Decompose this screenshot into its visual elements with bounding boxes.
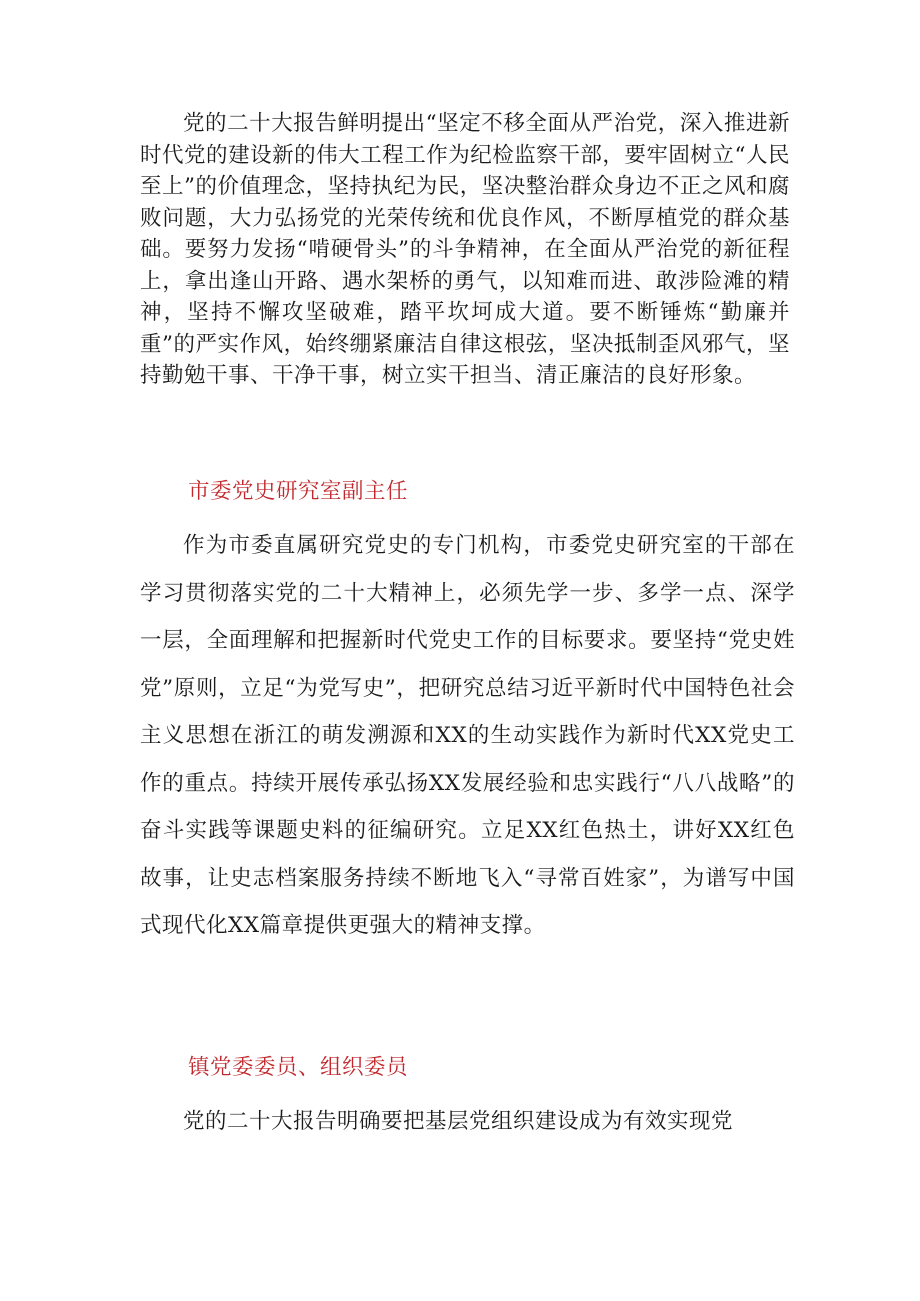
intro-paragraph: 党的二十大报告鲜明提出“坚定不移全面从严治党，深入推进新时代党的建设新的伟大工程工作为纪检监察干部，要牢固树立“人民至上”的价值理念，坚持执纪为民，坚决整治群众身边不正之风和腐败问题，大力弘扬党的光荣传统和优良作风，不断厚植党的群众基础。要努力发扬“啃硬骨头”的斗争精神，在全面从严治党的新征程上，拿出逢山开路、遇水架桥的勇气，以知难而进、敢涉险滩的精神，坚持不懈攻坚破难，踏平坎坷成大道。要不断锤炼“勤廉并重”的严实作风，始终绷紧廉洁自律这根弦，坚决抵制歪风邪气，坚持勤勉干事、干净干事，树立实干担当、清正廉洁的良好形象。 xyxy=(140,111,790,388)
party-history-paragraph: 作为市委直属研究党史的专门机构，市委党史研究室的干部在学习贯彻落实党的二十大精神上，必须先学一步、多学一点、深学一层，全面理解和把握新时代党史工作的目标要求。要坚持“党史姓党”原则，立足“为党写史”，把研究总结习近平新时代中国特色社会主义思想在浙江的萌发溯源和XX的生动实践作为新时代XX党史工作的重点。持续开展传承弘扬XX发展经验和忠实践行“八八战略”的奋斗实践等课题史料的征编研究。立足XX红色热土，讲好XX红色故事，让史志档案服务持续不断地飞入“寻常百姓家”，为谱写中国式现代化XX篇章提供更强大的精神支撑。 xyxy=(140,533,795,938)
organization-paragraph: 党的二十大报告明确要把基层党组织建设成为有效实现党 xyxy=(183,1109,734,1134)
section-heading-party-history: 市委党史研究室副主任 xyxy=(188,479,409,504)
section-heading-town-committee: 镇党委委员、组织委员 xyxy=(188,1055,409,1080)
